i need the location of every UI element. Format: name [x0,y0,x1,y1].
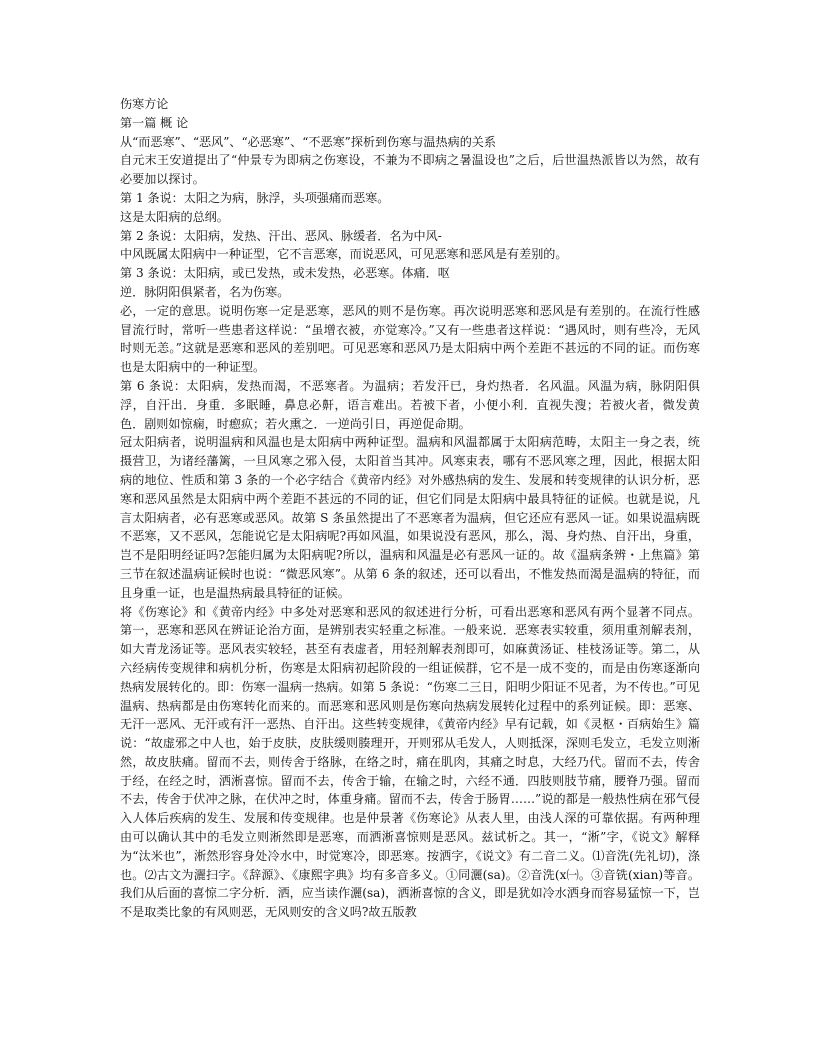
paragraph-comment-2: 中风既属太阳病中一种证型，它不言恶寒，而说恶风，可见恶寒和恶风是有差别的。 [120,247,568,262]
paragraph-intro: 自元末王安道提出了“仲景专为即病之伤寒设，不兼为不即病之暑温设也”之后，后世温热派皆以为然，故有必要加以探讨。 [120,153,700,187]
paragraph-article-3-cont: 逆．脉阴阳俱紧者，名为伤寒。 [120,284,290,299]
paragraph-article-2: 第 2 条说：太阳病，发热、汗出、恶风、脉缓者．名为中风- [120,228,442,243]
paragraph-analysis: 将《伤寒论》和《黄帝内经》中多处对恶寒和恶风的叙述进行分析，可看出恶寒和恶风有两个显著不同点。第一，恶寒和恶风在辨证论治方面，是辨别表实轻重之标准。一般来说．恶寒表实较重，须用重剂解表剂，如大青龙汤证等。恶风表实较轻，甚至有表虚者，用轻剂解表剂即可，如麻黄汤证、桂枝汤证等。第二，从六经病传变规律和病机分析，伤寒是太阳病初起阶段的一组证候群，它不是一成不变的，而是由伤寒逐渐向热病发展转化的。即：伤寒一温病一热病。如第 5 条说：“伤寒二三日，阳明少阳证不见者，为不传也。”可见温病、热病都是由伤寒转化而来的。而恶寒和恶风则是伤寒向热病发展转化过程中的系列证候。即：恶寒、无汗一恶风、无汗或有汗一恶热、自汗出。这些转变规律，《黄帝内经》早有记载，如《灵枢・百病始生》篇说：“故虚邪之中人也，始于皮肤，皮肤缓则腠理开，开则邪从毛发人，人则抵深，深则毛发立，毛发立则淅然，故皮肤痛。留而不去，则传舍于络脉，在络之时，痛在肌肉，其痛之时息，大经乃代。留而不去，传舍于经，在经之时，洒淅喜惊。留而不去，传舍于输，在输之时，六经不通．四肢则肢节痛，腰脊乃强。留而不去，传舍于伏冲之脉，在伏冲之时，体重身痛。留而不去，传舍于肠胃……”说的都是一般热性病在邪气侵入人体后疾病的发生、发展和传变规律。也是仲景著《伤寒论》从表人里，由浅人深的可靠依据。有两种理由可以确认其中的毛发立则淅然即是恶寒，而洒淅喜惊则是恶风。兹试析之。其一，“淅”字，《说文》解释为“汰米也”，淅然形容身处冷水中，时觉寒冷，即恶寒。按洒字，《说文》有二音二义。⑴音洗(先礼切)，涤也。⑵古文为灑扫字。《辞源》、《康熙字典》均有多音多义。①同灑(sa)。②音洗(x㈠。③音铣(xian)等音。我们从后面的喜惊二字分析．洒，应当读作灑(sa)，洒淅喜惊的含义，即是犹如冷水洒身而容易猛惊一下，岂不是取类比象的有风则恶，无风则安的含义吗?故五版教 [120,604,700,920]
paragraph-article-1: 第 1 条说：太阳之为病，脉浮，头项强痛而恶寒。 [120,190,390,205]
document-page [120,95,700,922]
section-subtitle: 从“而恶寒”、“恶风”、“必恶寒”、“不恶寒”探析到伤寒与温热病的关系 [120,134,496,149]
chapter-heading: 第一篇 概 论 [120,115,189,130]
paragraph-article-3: 第 3 条说：太阳病，或已发热，或未发热，必恶寒。体痛．呕 [120,266,450,281]
paragraph-summary-1: 这是太阳病的总纲。 [120,209,229,224]
paragraph-comment-3: 必，一定的意思。说明伤寒一定是恶寒，恶风的则不是伤寒。再次说明恶寒和恶风是有差别的。在流行性感冒流行时，常听一些患者这样说：“虽增衣被，亦觉寒冷。”又有一些患者这样说：“遇风时，则有些冷，无风时则无恙。”这就是恶寒和恶风的差别吧。可见恶寒和恶风乃是太阳病中两个差距不甚远的不同的证。而伤寒也是太阳病中的一种证型。 [120,303,700,375]
paragraph-comment-6: 冠太阳病者，说明温病和风温也是太阳病中两种证型。温病和风温都属于太阳病范畴，太阳主一身之表，统摄营卫，为诸经藩篱，一旦风寒之邪入侵，太阳首当其冲。风寒束表，哪有不恶风寒之理，因此，根据太阳病的地位、性质和第 3 条的一个必字结合《黄帝内经》对外感热病的发生、发展和转变规律的认识分析，恶寒和恶风虽然是太阳病中两个差距不甚远的不同的证，但它们同是太阳病中最具特征的证候。也就是说，凡言太阳病者，必有恶寒或恶风。故第 S 条虽然提出了不恶寒者为温病，但它还应有恶风一证。如果说温病既不恶寒，又不恶风，怎能说它是太阳病呢?再如风温，如果说没有恶风，那么，渴、身灼热、自汗出，身重，岂不是阳明经证吗?怎能归属为太阳病呢?所以，温病和风温是必有恶风一证的。故《温病条辨・上焦篇》第三节在叙述温病证候时也说：“微恶风寒”。从第 6 条的叙述，还可以看出，不惟发热而渴是温病的特征，而且身重一证，也是温热病最具特征的证候。 [120,435,700,600]
paragraph-article-6: 第 6 条说：太阳病，发热而渴，不恶寒者。为温病；若发汗已，身灼热者．名风温。风温为病，脉阴阳俱浮，自汗出．身重．多眠睡，鼻息必鼾，语言难出。若被下者，小便小利．直视失溲；若被火者，微发黄色．剧则如惊痫，时瘛疭；若火熏之．一逆尚引日，再逆促命期。 [120,378,700,431]
document-title: 伤寒方论 [120,97,169,111]
